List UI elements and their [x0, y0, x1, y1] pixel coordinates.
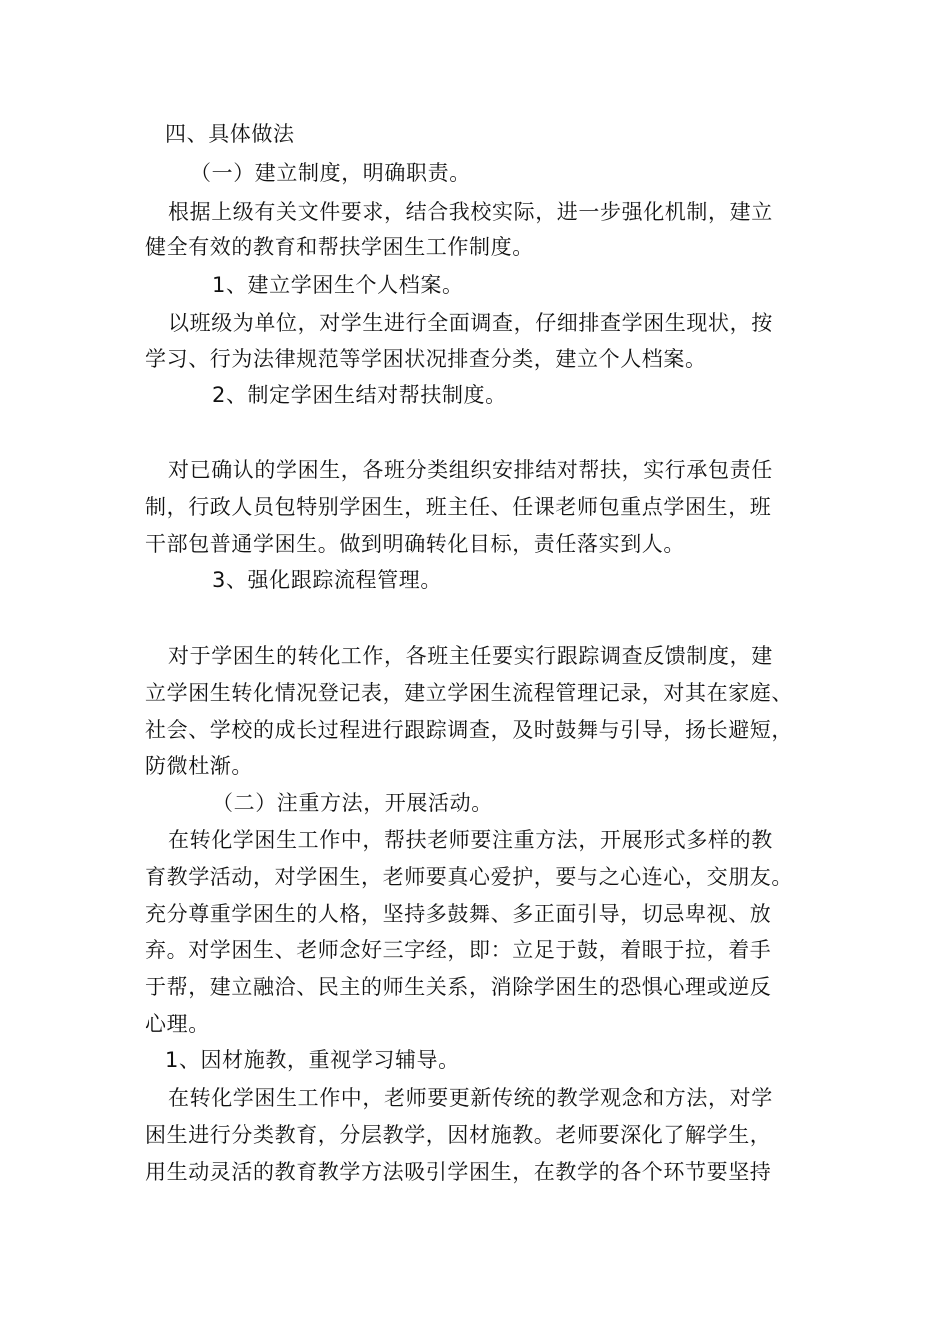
- paragraph-line: 学习、行为法律规范等学困状况排查分类，建立个人档案。: [145, 347, 707, 371]
- paragraph-line: 在转化学困生工作中，帮扶老师要注重方法，开展形式多样的教: [168, 828, 773, 852]
- paragraph-line: 心理。: [145, 1012, 210, 1036]
- paragraph-line: 社会、学校的成长过程进行跟踪调查，及时鼓舞与引导，扬长避短，: [145, 718, 793, 742]
- paragraph-line: 对已确认的学困生，各班分类组织安排结对帮扶，实行承包责任: [168, 458, 773, 482]
- item-heading-2: 2、制定学困生结对帮扶制度。: [212, 383, 507, 407]
- item-heading-3: 3、强化跟踪流程管理。: [212, 568, 442, 592]
- paragraph-line: 根据上级有关文件要求，结合我校实际，进一步强化机制，建立: [168, 200, 773, 224]
- subsection-heading-2: （二）注重方法，开展活动。: [212, 791, 493, 815]
- paragraph-line: 用生动灵活的教育教学方法吸引学困生，在教学的各个环节要坚持: [145, 1160, 772, 1184]
- paragraph-line: 以班级为单位，对学生进行全面调查，仔细排查学困生现状，按: [168, 311, 773, 335]
- item-heading-1: 1、建立学困生个人档案。: [212, 273, 464, 297]
- paragraph-line: 充分尊重学困生的人格，坚持多鼓舞、多正面引导，切忌卑视、放: [145, 902, 772, 926]
- paragraph-line: 在转化学困生工作中，老师要更新传统的教学观念和方法，对学: [168, 1086, 773, 1110]
- paragraph-line: 于帮，建立融洽、民主的师生关系，消除学困生的恐惧心理或逆反: [145, 975, 772, 999]
- subsection-heading-1: （一）建立制度，明确职责。: [190, 161, 471, 185]
- paragraph-line: 立学困生转化情况登记表，建立学困生流程管理记录，对其在家庭、: [145, 681, 793, 705]
- paragraph-line: 弃。对学困生、老师念好三字经，即：立足于鼓，着眼于拉，着手: [145, 938, 772, 962]
- item-heading-4: 1、因材施教，重视学习辅导。: [165, 1048, 460, 1072]
- paragraph-line: 健全有效的教育和帮扶学困生工作制度。: [145, 235, 534, 259]
- paragraph-line: 制，行政人员包特别学困生，班主任、任课老师包重点学困生，班: [145, 495, 772, 519]
- paragraph-line: 对于学困生的转化工作，各班主任要实行跟踪调查反馈制度，建: [168, 644, 773, 668]
- paragraph-line: 育教学活动，对学困生，老师要真心爱护，要与之心连心，交朋友。: [145, 865, 793, 889]
- section-heading: 四、具体做法: [165, 122, 295, 146]
- paragraph-line: 干部包普通学困生。做到明确转化目标，责任落实到人。: [145, 532, 685, 556]
- paragraph-line: 防微杜渐。: [145, 754, 253, 778]
- paragraph-line: 困生进行分类教育，分层教学，因材施教。老师要深化了解学生，: [145, 1123, 772, 1147]
